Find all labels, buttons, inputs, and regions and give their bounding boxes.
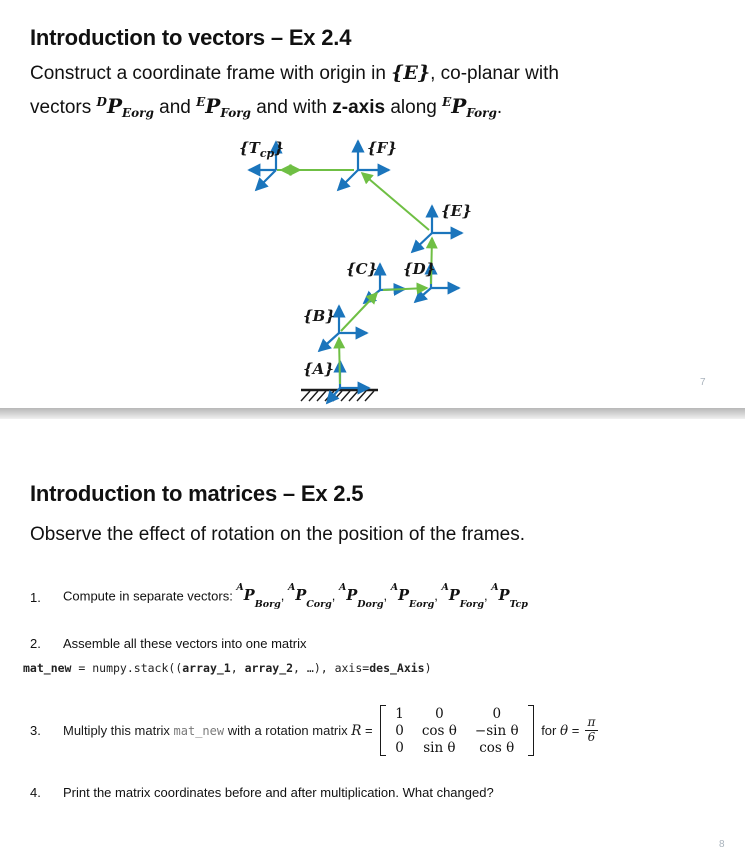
rotation-matrix-symbol: R [351, 722, 362, 739]
ground-symbol [301, 390, 378, 401]
matrix-row: 0 cos θ −sin θ [395, 722, 519, 739]
numpy-stack-code: mat_new = numpy.stack((array_1, array_2, …), axis=des_Axis) [23, 661, 432, 675]
matrix-row: 0 sin θ cos θ [395, 739, 515, 756]
vector-term: $^AP_{Forg}$, [441, 582, 492, 610]
link-b-to-c [341, 293, 377, 331]
vector-term: $^AP_{Corg}$, [287, 582, 340, 610]
frame-label-d: {D} [403, 260, 436, 278]
slide1-body-line1: Construct a coordinate frame with origin in {E}, co-planar with [30, 62, 559, 84]
matrix-right-bracket [528, 705, 534, 756]
list-number-3: 3. [30, 723, 41, 738]
slide2-body: Observe the effect of rotation on the position of the frames. [30, 524, 525, 545]
vector-term: $^AP_{Eorg}$, [390, 582, 442, 610]
theta-value-fraction: $\frac{\pi}{6}$ [585, 716, 598, 745]
matrix-body [386, 705, 527, 756]
list-item-4: Print the matrix coordinates before and after multiplication. What changed? [63, 785, 494, 800]
link-c-to-d [383, 288, 427, 290]
frame-label-tcp: $\{T_{cp}\}$ [239, 139, 284, 160]
theta-symbol: θ [559, 722, 569, 739]
slide-matrices-ex-2-5 [0, 419, 745, 858]
list-number-1: 1. [30, 590, 41, 605]
rotation-matrix [380, 705, 533, 756]
mat-new-code-reference: mat_new [173, 723, 225, 738]
vector-term: $^AP_{Dorg}$, [339, 582, 391, 610]
frame-label-a: {A} [303, 360, 334, 378]
z-axis-emphasis: z-axis [332, 97, 386, 118]
list-item-3: Multiply this matrix mat_new with a rotation matrix R = 1 0 0 0 cos θ −sin θ 0 sin θ cos θ for θ = $\frac{\pi}{6}$ [63, 705, 598, 756]
page-number: 8 [719, 839, 725, 850]
slide2-title: Introduction to matrices – Ex 2.5 [30, 480, 364, 506]
slide-vectors-ex-2-4 [0, 0, 745, 408]
slide1-title: Introduction to vectors – Ex 2.4 [30, 24, 352, 50]
list-item-1: Compute in separate vectors: $^AP_{Borg}$, $^AP_{Corg}$, $^AP_{Dorg}$, $^AP_{Eorg}$, $^AP_{Forg}$, $^AP_{Tcp}$ [63, 582, 528, 610]
vector-term: $^AP_{Tcp}$ [491, 582, 528, 610]
slide-separator [0, 408, 745, 419]
frame-label-b: {B} [303, 307, 335, 325]
frame-e-reference: {E} [391, 62, 431, 84]
list-item-2: Assemble all these vectors into one matrix [63, 636, 307, 651]
list-number-4: 4. [30, 785, 41, 800]
frame-label-f: {F} [367, 139, 397, 157]
link-e-to-f [362, 173, 429, 230]
frame-label-e: {E} [441, 202, 472, 220]
slide1-body-line2: vectors $^DP_{Eorg}$ and $^EP_{Forg}$ and with z-axis along $^EP_{Forg}$. [30, 94, 503, 120]
frame-label-c: {C} [346, 260, 378, 278]
page-number: 7 [700, 377, 706, 388]
link-a-to-b [339, 338, 340, 384]
kinematic-chain-diagram [0, 0, 745, 408]
matrix-row: 1 0 0 [395, 705, 502, 722]
vector-term: $^AP_{Borg}$, [236, 582, 288, 610]
list-number-2: 2. [30, 636, 41, 651]
